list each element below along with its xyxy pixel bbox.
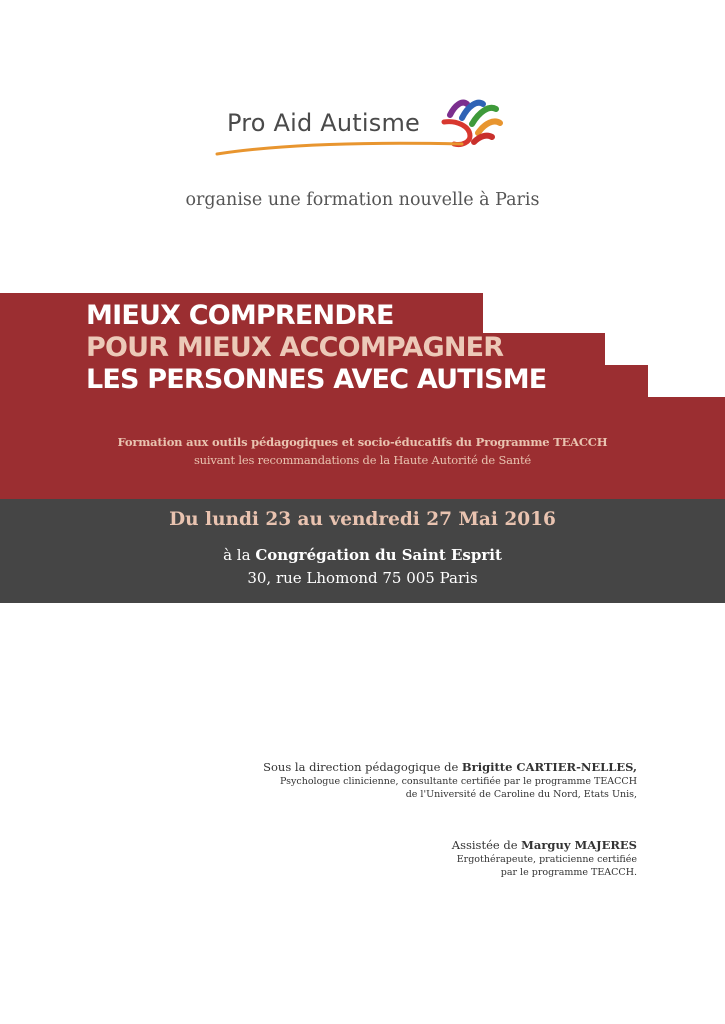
assistant-title: Ergothérapeute, praticienne certifiée [456, 854, 637, 865]
logo-text: Pro Aid Autisme [227, 109, 421, 137]
assistant-prefix: Assistée de [451, 838, 522, 852]
headline-line-1: MIEUX COMPRENDRE [86, 300, 394, 331]
band-step [648, 365, 725, 397]
venue-name: Congrégation du Saint Esprit [255, 546, 502, 564]
director-title: Psychologue clinicienne, consultante certifiée par le programme TEACCH [280, 776, 637, 787]
band-step [605, 333, 725, 365]
direction-prefix: Sous la direction pédagogique de [263, 760, 462, 774]
event-dates: Du lundi 23 au vendredi 27 Mai 2016 [169, 509, 556, 530]
director-name: Brigitte CARTIER-NELLES, [461, 760, 637, 774]
event-address: 30, rue Lhomond 75 005 Paris [247, 569, 478, 587]
logo [212, 92, 512, 162]
event-venue [0, 546, 725, 564]
assistant-line [452, 837, 637, 853]
assistant-name: Marguy MAJERES [521, 838, 637, 852]
headline-line-2: POUR MIEUX ACCOMPAGNER [86, 332, 504, 363]
assistant-certification: par le programme TEACCH. [500, 867, 637, 878]
band-step [483, 293, 725, 333]
assistant-credits [452, 837, 637, 879]
headline-line-3: LES PERSONNES AVEC AUTISME [86, 364, 547, 395]
director-affiliation: de l'Université de Caroline du Nord, Etats Unis, [405, 789, 637, 800]
direction-credits [263, 759, 637, 801]
recommendations-line: suivant les recommandations de la Haute Autorité de Santé [193, 453, 532, 467]
formation-description: Formation aux outils pédagogiques et socio-éducatifs du Programme TEACCH [117, 435, 608, 449]
venue-prefix: à la [223, 546, 256, 564]
subtitle: organise une formation nouvelle à Paris [185, 190, 540, 210]
direction-line [263, 759, 637, 775]
